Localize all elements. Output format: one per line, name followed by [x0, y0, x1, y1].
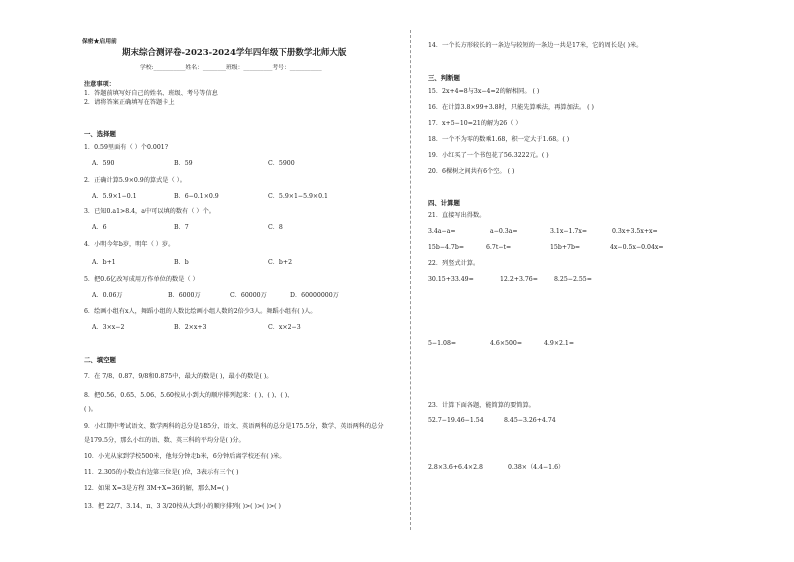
- section-choice: 一、选择题: [84, 130, 116, 138]
- q3-option-a: A．6: [92, 224, 107, 231]
- q2-option-b: B．6−0.1×0.9: [174, 193, 219, 200]
- question-13: 13．把 22/7、3.14、π、3 3/20按从大到小的顺序排列( )>( )>( )>( ): [84, 503, 281, 510]
- q2-option-c: C．5.9×1−5.9×0.1: [268, 193, 328, 200]
- question-7: 7．在 7/8、0.87、9/8和0.875中，最大的数是( )，最小的数是( )。: [84, 373, 273, 380]
- q2-option-a: A．5.9×1−0.1: [92, 193, 137, 200]
- q21-item: 4x−0.5x−0.04x=: [610, 244, 664, 251]
- question-9-line1: 9．小红期中考试语文、数学两科的总分是185分，语文、英语两科的总分是175.5分，数学、英语两科的总分: [84, 423, 384, 430]
- question-16: 16．在计算3.8×99+3.8时，只能先算乘法，再算加法。 ( ): [428, 104, 594, 111]
- q22-item: 30.15+33.49=: [428, 276, 474, 283]
- q1-option-c: C．5900: [268, 160, 295, 167]
- q22-item: 5−1.08=: [428, 340, 457, 347]
- q6-option-a: A．3×x−2: [92, 324, 125, 331]
- column-divider: [410, 30, 411, 530]
- q3-option-c: C．8: [268, 224, 283, 231]
- q21-item: 6.7t−t=: [486, 244, 512, 251]
- page-title: 期末综合测评卷-2023-2024学年四年级下册数学北师大版: [122, 48, 347, 58]
- question-20: 20．6棵树之间共有6个空。 ( ): [428, 168, 515, 175]
- q5-option-a: A．0.06万: [92, 292, 123, 299]
- question-22: 22．列竖式计算。: [428, 260, 480, 267]
- q22-item: 4.9×2.1=: [544, 340, 575, 347]
- q21-item: 0.3x+3.5x+x=: [612, 228, 658, 235]
- question-18: 18．一个不为零的数乘1.68，积一定大于1.68。( ): [428, 136, 570, 143]
- question-1: 1．0.59里面有（ ）个0.001?: [84, 144, 169, 151]
- q22-item: 8.25−2.55=: [554, 276, 592, 283]
- question-5: 5．把0.6亿改写成用万作单位的数是（ ）: [84, 276, 199, 283]
- question-23: 23．计算下面各题，能简算的要简算。: [428, 402, 535, 409]
- q23-item: 8.45−3.26+4.74: [504, 417, 556, 424]
- question-6: 6．绘画小组有x人，舞蹈小组的人数比绘画小组人数的2倍少3人。舞蹈小组有( )人。: [84, 308, 317, 315]
- question-10: 10．小光从家到学校500米，他每分钟走b米，6分钟后离学校还有( )米。: [84, 453, 286, 460]
- student-info-line: 学校:___________姓名：________班级：__________考号：___________: [140, 65, 322, 71]
- q5-option-c: C．60000万: [230, 292, 267, 299]
- q3-option-b: B．7: [174, 224, 189, 231]
- question-21: 21．直接写出得数。: [428, 212, 486, 219]
- section-true-false: 三、判断题: [428, 74, 460, 82]
- q21-item: 3.1x−1.7x=: [550, 228, 588, 235]
- notice-2: 2．请将答案正确填写在答题卡上: [84, 99, 175, 106]
- secret-label: 保密★启用前: [82, 39, 117, 45]
- question-14: 14．一个长方形较长的一条边与较短的一条边一共是17米，它的周长是( )米。: [428, 42, 643, 49]
- q1-option-a: A．590: [92, 160, 115, 167]
- question-19: 19．小红买了一个书包花了56.3222元。( ): [428, 152, 549, 159]
- q4-option-c: C．b+2: [268, 259, 293, 266]
- q1-option-b: B．59: [174, 160, 193, 167]
- q22-item: 12.2+3.76=: [500, 276, 538, 283]
- q21-item: 15b−4.7b=: [428, 244, 465, 251]
- q22-item: 4.6×500=: [490, 340, 523, 347]
- q4-option-a: A．b+1: [92, 259, 116, 266]
- section-calculation: 四、计算题: [428, 199, 460, 207]
- question-3: 3．已知0.a1>8.4，a中可以填的数有（ ）个。: [84, 208, 215, 215]
- q23-item: 52.7−19.46−1.54: [428, 417, 484, 424]
- notice-title: 注意事项：: [84, 81, 115, 88]
- question-2: 2．正确计算5.9×0.9的算式是（ ）。: [84, 177, 186, 184]
- q6-option-c: C．x×2−3: [268, 324, 301, 331]
- question-9-line2: 是179.5分，那么小红的语、数、英三科的平均分是( )分。: [84, 437, 245, 444]
- notice-1: 1．答题前填写好自己的姓名、班级、考号等信息: [84, 90, 218, 97]
- q23-item: 0.38×（4.4−1.6）: [508, 464, 565, 471]
- question-15: 15．2x+4=8与3x−4=2的解相同。 ( ): [428, 88, 540, 95]
- q23-item: 2.8×3.6+6.4×2.8: [428, 464, 483, 471]
- q5-option-b: B．6000万: [168, 292, 201, 299]
- question-17: 17．x+5−10=21的解为26（ ）: [428, 120, 522, 127]
- question-11: 11．2.305的小数点右边第三位是( )位，3表示有三个( ): [84, 469, 239, 476]
- question-8-line1: 8．把0.56、0.65、5.06、5.60按从小到大的顺序排列起来：( )、( )、( )、: [84, 392, 294, 399]
- section-fill-blank: 二、填空题: [84, 356, 116, 364]
- q21-item: a−0.3a=: [490, 228, 518, 235]
- q4-option-b: B．b: [174, 259, 189, 266]
- question-12: 12．如果 X=3是方程 3M+X=36的解，那么M=( ): [84, 485, 229, 492]
- q6-option-b: B．2×x+3: [174, 324, 207, 331]
- q5-option-d: D．60000000万: [290, 292, 339, 299]
- question-8-line2: ( )。: [84, 406, 97, 413]
- question-4: 4．小明今年b岁，明年（ ）岁。: [84, 241, 175, 248]
- q21-item: 15b+7b=: [550, 244, 581, 251]
- q21-item: 3.4a−a=: [428, 228, 456, 235]
